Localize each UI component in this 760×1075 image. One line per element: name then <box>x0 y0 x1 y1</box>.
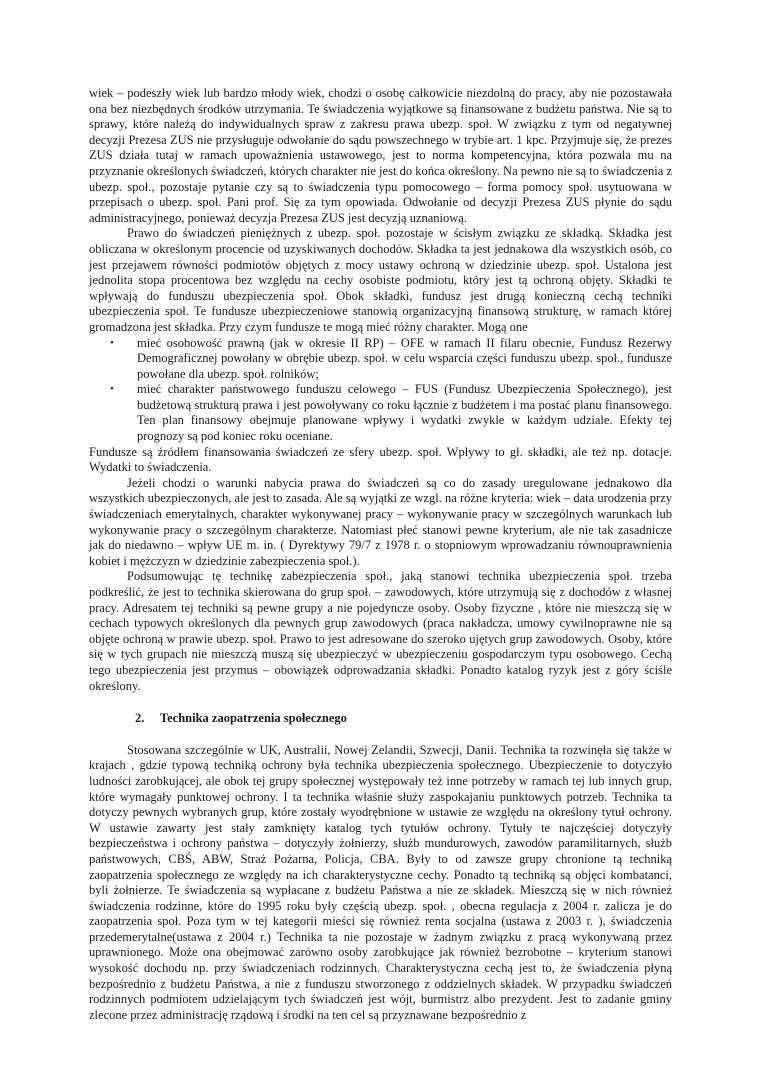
paragraph-3: Fundusze są źródłem finansowania świadczeń ze sfery ubezp. społ. Wpływy to gł. składki, ale też np. dotacje. Wydatki to świadczenia. <box>89 444 672 475</box>
paragraph-2: Prawo do świadczeń pieniężnych z ubezp. społ. pozostaje w ścisłym związku ze składką. Składka jest obliczana w określonym procencie od uzyskiwanych dochodów. Składka ta jest jednakowa dla wszystkich osób, co jest przejawem równości podmiotów objętych z mocy ustawy ochroną w dziedzinie ubezp. społ. Ustalona jest jednolita stopa procentowa bez względu na cechy osobiste podmiotu, który jest tą ochroną objęty. Składki te wpływają do funduszu ubezpieczenia społ. Obok składki, fundusz jest drugą konieczną cechą techniki ubezpieczenia społ. Te fundusze ubezpieczeniowe stanowią organizacyjną finansową strukturę, w ramach której gromadzona jest składka. Przy czym fundusze te mogą mieć różny charakter. Mogą one <box>89 226 672 334</box>
list-item-text: mieć charakter państwowego funduszu celowego – FUS (Fundusz Ubezpieczenia Społecznego), jest budżetową strukturą prawa i jest powoływany co roku łącznie z budżetem i ma postać planu finansowego. Ten plan finansowy obejmuje planowane wpływy i wydatki zwykle w każdym udziale. Efekty tej prognozy są pod koniec roku oceniane. <box>137 382 672 444</box>
paragraph-6: Stosowana szczególnie w UK, Australii, Nowej Zelandii, Szwecji, Danii. Technika ta rozwinęła się także w krajach , gdzie typową techniką ochrony była technika ubezpieczenia społecznego. Ubezpieczenie to dotyczyło ludności zarobkującej, ale obok tej grupy społecznej występowały też inne potrzeby w ramach tej lub innych grup, które wymagały punktowej ochrony. I ta technika właśnie służy zaspokajaniu punktowych potrzeb. Technika ta dotyczy pewnych wybranych grup, które zostały wyodrębnione w ustawie ze względu na określony tytuł ochrony. W ustawie zawarty jest stały zamknięty katalog tych tytułów ochrony. Tytuły te najczęściej dotyczyły bezpieczeństwa i ochrony państwa – dotyczyły żołnierzy, służb mundurowych, zawodów paramilitarnych, służb państwowych, CBŚ, ABW, Straż Pożarna, Policja, CBA. Były to od zawsze grupy chronione tą techniką zaopatrzenia społecznego ze względy na ich charakterystyczne cechy. Ponadto tą techniką są objęci kombatanci, byli żołnierze. Te świadczenia są wypłacane z budżetu Państwa a nie ze składek. Mieszczą się w nich również świadczenia rodzinne, które do 1995 roku były częścią ubezp. społ. , obecna regulacja z 2004 r. zalicza je do zaopatrzenia społ. Poza tym w tej kategorii mieści się również renta socjalna (ustawa z 2003 r. ), świadczenia przedemerytalne(ustawa z 2004 r.) Technika ta nie pozostaje w żadnym związku z pracą wykonywaną przez uprawnionego. Może ona obejmować zarówno osoby zarobkujące jak również bezrobotne – kryterium stanowi wysokość dochodu np. przy świadczeniach rodzinnych. Charakterystyczna cechą jest to, że świadczenia płyną bezpośrednio z budżetu Państwa, a nie z funduszu stworzonego z oddzielnych składek. W przypadku świadczeń rodzinnych podmiotem udzielającym tych świadczeń jest wójt, burmistrz albo prezydent. Jest to zadanie gminy zlecone przez administrację rządową i środki na ten cel są przyznawane bezpośrednio z <box>89 742 672 1022</box>
list-item-text: mieć osobowość prawną (jak w okresie II RP) – OFE w ramach II filaru obecnie, Fundusz Rezerwy Demograficznej powołany w obrębie ubezp. społ. w celu wsparcia części funduszu ubezp. społ., fundusze powołane dla ubezp. społ. rolników; <box>137 335 672 381</box>
section-heading <box>135 711 672 727</box>
paragraph-1: wiek – podeszły wiek lub bardzo młody wiek, chodzi o osobę całkowicie niezdolną do pracy, aby nie pozostawała ona bez niezbędnych środków utrzymania. Te świadczenia wyjątkowe są finansowane z budżetu państwa. Nie są to sprawy, które należą do indywidualnych spraw z zakresu prawa ubezp. społ. W związku z tym od negatywnej decyzji Prezesa ZUS nie przysługuje odwołanie do sądu powszechnego w trybie art. 1 kpc. Przyjmuje się, że prezes ZUS działa tutaj w ramach upoważnienia ustawowego, jest to norma kompetencyjna, która pozwala mu na przyznanie określonych świadczeń, których charakter nie jest do końca określony. Na pewno nie są to świadczenia z ubezp. społ., pozostaje pytanie czy są to świadczenia typu pomocowego – forma pomocy społ. usytuowana w przepisach o ubezp. społ. Pani prof. Się za tym opowiada. Odwołanie od decyzji Prezesa ZUS płynie do sądu administracyjnego, ponieważ decyzja Prezesa ZUS jest decyzją uznaniową. <box>89 86 672 225</box>
list-item <box>110 382 672 444</box>
bullet-icon: • <box>110 383 114 396</box>
paragraph-4: Jeżeli chodzi o warunki nabycia prawa do świadczeń są co do zasady uregulowane jednakowo dla wszystkich ubezpieczonych, ale jest to zasada. Ale są wyjątki ze wzgl. na różne kryteria: wiek – data urodzenia przy świadczeniach emerytalnych, charakter wykonywanej pracy – wykonywanie pracy w szczególnych warunkach lub wykonywanie pracy o szczególnym charakterze. Natomiast płeć stanowi pewne kryterium, ale nie tak zasadnicze jak do niedawno – wpływ UE m. in. ( Dyrektywy 79/7 z 1978 r. o stopniowym wprowadzaniu równouprawnienia kobiet i mężczyzn w dziedzinie zabezpieczenia społ.). <box>89 475 672 568</box>
bullet-icon: • <box>110 336 114 349</box>
list-item <box>110 335 672 383</box>
section-title: Technika zaopatrzenia społecznego <box>159 711 347 726</box>
section-number: 2. <box>135 711 145 726</box>
paragraph-5: Podsumowując tę technikę zabezpieczenia społ., jaką stanowi technika ubezpieczenia społ. trzeba podkreślić, że jest to technika skierowana do grup społ. – zawodowych, które utrzymują się z dochodów z własnej pracy. Adresatem tej techniki są pewne grupy a nie pojedyncze osoby. Osoby fizyczne , które nie mieszczą się w cechach typowych określonych dla pewnych grup zawodowych (praca nakładcza, umowy cywilnoprawne nie są objęte ochroną w prawie ubezp. społ. Prawo to jest adresowane do szeroko ujętych grup zawodowych. Osoby, które się w tych grupach nie mieszczą muszą się ubezpieczyć w ubezpieczeniu gospodarczym typu osobowego. Cechą tego ubezpieczenia jest przymus – obowiązek odprowadzania składki. Ponadto katalog ryzyk jest z góry ściśle określony. <box>89 569 672 693</box>
fund-types-list <box>89 336 672 445</box>
